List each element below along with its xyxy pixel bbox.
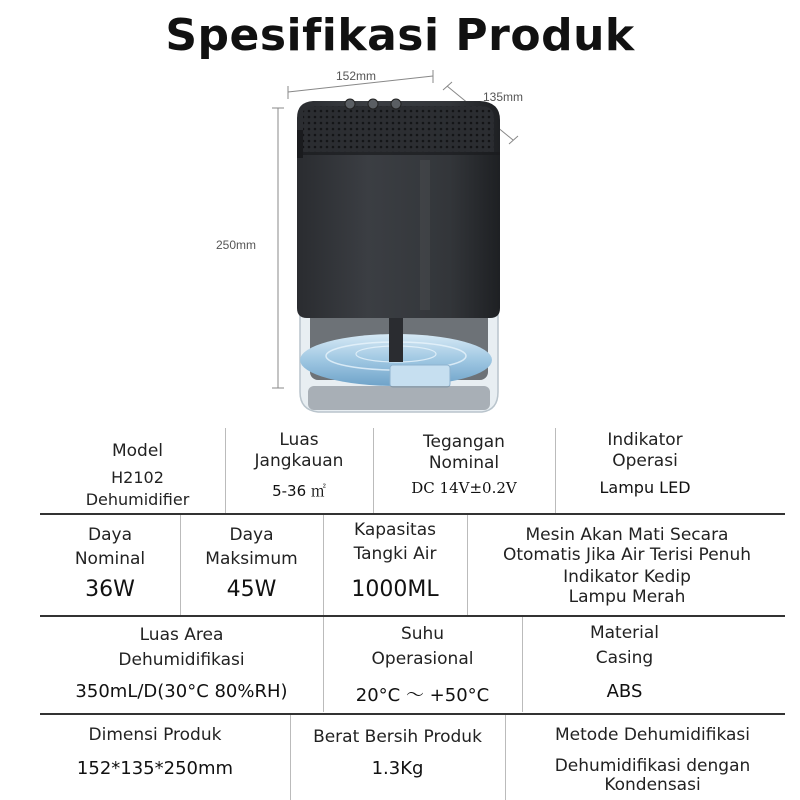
dimension-depth-label: 135mm — [483, 90, 524, 104]
weight-value: 1.3Kg — [371, 758, 424, 779]
auto-off-line-2: Otomatis Jika Air Terisi Penuh — [502, 545, 751, 565]
indicator-label-1: Indikator — [607, 430, 683, 450]
indicator-value: Lampu LED — [599, 478, 691, 497]
temp-label-2: Operasional — [371, 649, 474, 669]
material-value: ABS — [606, 681, 643, 702]
material-label-1: Material — [589, 623, 660, 643]
max-power-value: 45W — [226, 577, 277, 602]
rated-power-label-1: Daya — [88, 525, 132, 545]
coverage-value: 5-36 ㎡ — [272, 482, 326, 500]
voltage-value: DC 14V±0.2V — [411, 479, 517, 497]
max-power-label-1: Daya — [229, 525, 274, 545]
dimension-width-label: 152mm — [336, 69, 377, 83]
temp-label-1: Suhu — [400, 624, 445, 644]
size-label: Dimensi Produk — [88, 725, 222, 745]
voltage-label-2: Nominal — [428, 453, 500, 473]
material-label-2: Casing — [595, 648, 654, 668]
model-name: Dehumidifier — [85, 490, 190, 509]
rated-power-value: 36W — [85, 577, 135, 602]
dimension-height-label: 250mm — [216, 238, 257, 252]
weight-label: Berat Bersih Produk — [313, 727, 482, 747]
area-value: 350mL/D(30°C 80%RH) — [75, 681, 288, 702]
row-divider — [40, 513, 785, 515]
page-title: Spesifikasi Produk — [165, 10, 635, 61]
size-value: 152*135*250mm — [76, 758, 234, 779]
indicator-label-2: Operasi — [612, 451, 678, 471]
coverage-label-2: Jangkauan — [254, 451, 344, 471]
tank-label-2: Tangki Air — [353, 544, 437, 564]
model-value: H2102 — [111, 468, 164, 487]
method-value-1: Dehumidifikasi dengan — [554, 756, 751, 776]
model-label: Model — [111, 441, 164, 461]
rated-power-label-2: Nominal — [74, 549, 146, 569]
area-label-1: Luas Area — [139, 625, 224, 645]
row-divider — [40, 615, 785, 617]
auto-off-line-4: Lampu Merah — [568, 587, 686, 607]
auto-off-line-3: Indikator Kedip — [563, 567, 691, 587]
area-label-2: Dehumidifikasi — [118, 650, 245, 670]
tank-label-1: Kapasitas — [354, 520, 436, 540]
voltage-label-1: Tegangan — [423, 432, 505, 452]
auto-off-line-1: Mesin Akan Mati Secara — [525, 525, 729, 545]
row-divider — [40, 713, 785, 715]
coverage-label-1: Luas — [279, 430, 319, 450]
tank-value: 1000ML — [351, 577, 439, 602]
method-value-2: Kondensasi — [604, 775, 701, 795]
temp-value: 20°C ～ +50°C — [355, 685, 490, 706]
method-label: Metode Dehumidifikasi — [555, 725, 750, 745]
max-power-label-2: Maksimum — [205, 549, 298, 569]
